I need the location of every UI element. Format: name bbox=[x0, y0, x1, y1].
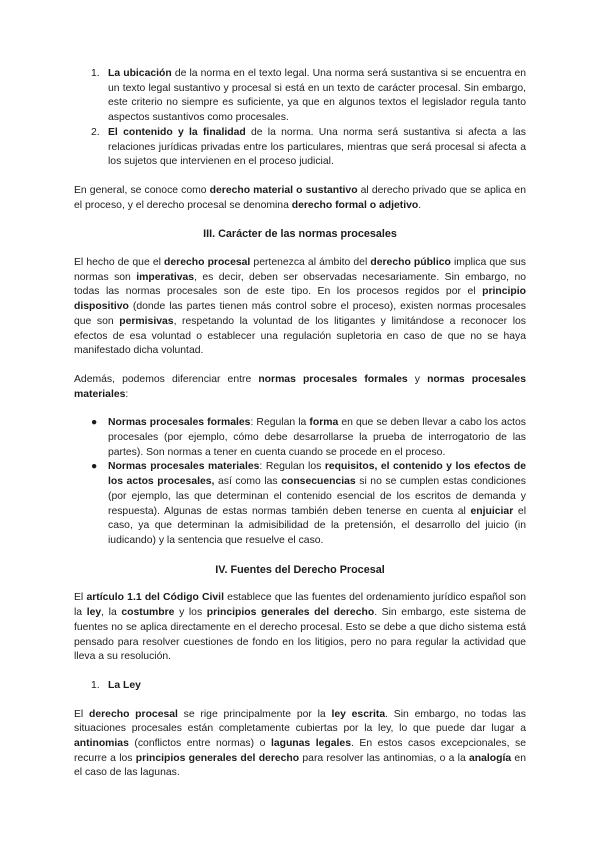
document-page bbox=[74, 67, 526, 781]
list-number: 1. bbox=[91, 679, 100, 691]
bullet-text: Normas procesales formales: Regulan la forma en que se deben llevar a cabo los actos procesales (por ejemplo, cómo debe desarrollarse la prueba de interrogatorio de las partes). Son normas a tener en cuenta cuando se procede en el proceso. bbox=[108, 417, 526, 458]
bullet-item bbox=[74, 416, 526, 460]
section-heading-iii: III. Carácter de las normas procesales bbox=[203, 228, 397, 241]
bullet-item bbox=[74, 460, 526, 548]
paragraph-hecho: El hecho de que el derecho procesal pertenezca al ámbito del derecho público implica que sus normas son imperativas, es decir, deben ser observadas necesariamente. Sin embargo, no todas las normas procesales son de este tipo. En los procesos regidos por el principio dispositivo (donde las partes tienen más control sobre el proceso), existen normas procesales que son permisivas, respetando la voluntad de los litigantes y limitándose a reconocer los efectos de esa voluntad o establecer una regulación supletoria en caso de que no se haya manifestado dicha voluntad. bbox=[74, 257, 526, 357]
list-number: 2. bbox=[91, 126, 100, 138]
paragraph-articulo: El artículo 1.1 del Código Civil establece que las fuentes del ordenamiento jurídico español son la ley, la costumbre y los principios generales del derecho. Sin embargo, este sistema de fuentes no se aplica directamente en el derecho procesal. Esto se debe a que dicho sistema está pensado para resolver cuestiones de fondo en los litigios, pero no para regular la actividad que lleva a su resolución. bbox=[74, 592, 527, 663]
list-item bbox=[74, 67, 526, 126]
list-number: 1. bbox=[91, 68, 100, 79]
bullet-text: Normas procesales materiales: Regulan los requisitos, el contenido y los efectos de los actos procesales, así como las consecuencias si no se cumplen estas condiciones (por ejemplo, las que determinan el contenido esencial de los escritos de demanda y respuesta). Algunas de estas normas también deben tenerse en cuenta al enjuiciar el caso, ya que determinan la admisibilidad de la pretensión, el desarrollo del juicio (in iudicando) y la sentencia que resuelve el caso. bbox=[108, 461, 527, 546]
bullet-icon: ● bbox=[91, 461, 98, 473]
paragraph-ley: El derecho procesal se rige principalmente por la ley escrita. Sin embargo, no todas las situaciones procesales están completamente cubiertas por la ley, lo que puede dar lugar a antinomias (conflictos entre normas) o lagunas legales. En estos casos excepcionales, se recurre a los principios generales del derecho para resolver las antinomias, o a la analogía en el caso de las lagunas. bbox=[74, 708, 526, 779]
list-text: La ubicación de la norma en el texto legal. Una norma será sustantiva si se encuentra en un texto legal sustantivo y procesal si está en un texto de carácter procesal. Sin embargo, este criterio no siempre es suficiente, ya que en algunos textos el legislador regula tanto aspectos sustantivos como procesales. bbox=[108, 68, 526, 124]
section-heading-iv: IV. Fuentes del Derecho Procesal bbox=[215, 563, 385, 576]
bullet-icon: ● bbox=[91, 417, 98, 429]
paragraph-general: En general, se conoce como derecho material o sustantivo al derecho privado que se aplica en el proceso, y el derecho procesal se denomina derecho formal o adjetivo. bbox=[74, 184, 526, 211]
subheading-ley: 1. La Ley bbox=[74, 679, 526, 694]
list-item bbox=[74, 126, 526, 170]
list-text: El contenido y la finalidad de la norma. Una norma será sustantiva si afecta a las relaciones jurídicas privadas entre los particulares, mientras que será procesal si afecta a los sujetos que intervienen en el proceso judicial. bbox=[108, 126, 527, 168]
paragraph-ademas: Además, podemos diferenciar entre normas procesales formales y normas procesales materiales: bbox=[74, 373, 526, 400]
